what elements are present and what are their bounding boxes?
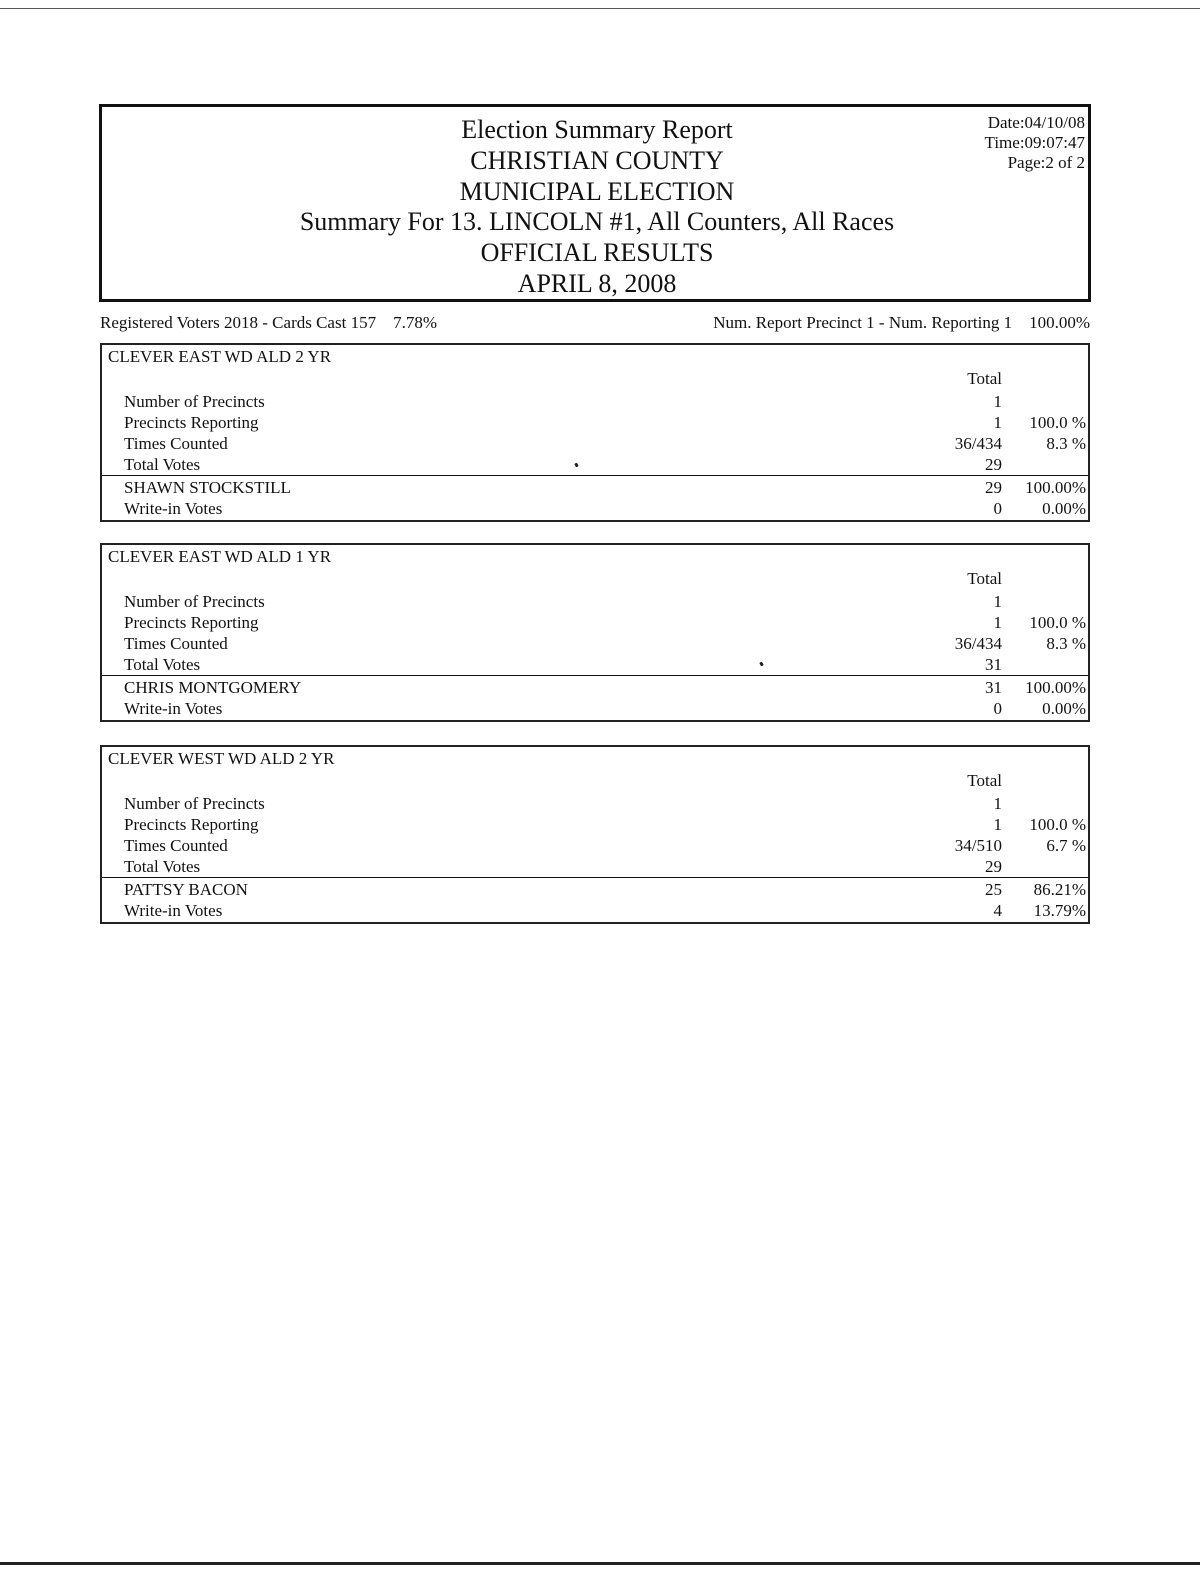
row-value: 29 [985, 478, 1002, 497]
race-row [102, 835, 1088, 856]
county-name: CHRISTIAN COUNTY [470, 145, 724, 175]
candidate-name: PATTSY BACON [124, 880, 248, 899]
write-in-row [102, 498, 1088, 519]
row-value: 31 [985, 655, 1002, 674]
report-date: Date:04/10/08 [987, 113, 1085, 132]
row-label: Times Counted [124, 836, 228, 855]
race-title: CLEVER EAST WD ALD 2 YR [108, 347, 332, 366]
race-row [102, 391, 1088, 412]
race-row [102, 454, 1088, 475]
row-value: 0 [993, 699, 1002, 718]
race-title: CLEVER EAST WD ALD 1 YR [108, 547, 332, 566]
row-label: Write-in Votes [124, 901, 223, 920]
row-label: Total Votes [124, 455, 201, 474]
report-title-block [102, 115, 1092, 300]
candidate-row [102, 477, 1088, 498]
row-label: Number of Precincts [124, 794, 265, 813]
race-row [102, 591, 1088, 612]
row-percent: 0.00% [1042, 499, 1086, 518]
race-row [102, 433, 1088, 454]
row-value: 29 [985, 455, 1002, 474]
row-percent: 100.0 % [1029, 815, 1086, 834]
race-title: CLEVER WEST WD ALD 2 YR [108, 749, 335, 768]
report-title: Election Summary Report [461, 115, 733, 144]
row-label: Times Counted [124, 634, 228, 653]
row-percent: 8.3 % [1046, 634, 1086, 653]
summary-scope: Summary For 13. LINCOLN #1, All Counters, All Races [299, 207, 895, 237]
row-value: 1 [993, 392, 1002, 411]
row-label: Precincts Reporting [124, 413, 259, 432]
row-label: Write-in Votes [124, 699, 223, 718]
row-value: 25 [985, 880, 1002, 899]
row-percent: 13.79% [1033, 901, 1086, 920]
row-value: 31 [985, 678, 1002, 697]
row-label: Precincts Reporting [124, 815, 259, 834]
row-percent: 100.0 % [1029, 613, 1086, 632]
total-column-header: Total [967, 369, 1002, 388]
race-row [102, 412, 1088, 433]
row-value: 1 [993, 413, 1002, 432]
row-percent: 100.0 % [1029, 413, 1086, 432]
row-divider [102, 475, 1088, 476]
candidate-name: SHAWN STOCKSTILL [124, 478, 291, 497]
write-in-row [102, 900, 1088, 921]
row-label: Times Counted [124, 434, 228, 453]
total-column-header: Total [967, 569, 1002, 588]
row-label: Write-in Votes [124, 499, 223, 518]
row-value: 34/510 [954, 836, 1002, 855]
report-page: Page:2 of 2 [1007, 153, 1085, 172]
candidate-row [102, 879, 1088, 900]
row-percent: 0.00% [1042, 699, 1086, 718]
race-block [100, 543, 1090, 722]
election-name: MUNICIPAL ELECTION [459, 176, 735, 206]
row-value: 4 [993, 901, 1002, 920]
race-block [100, 745, 1090, 924]
write-in-row [102, 698, 1088, 719]
row-label: Total Votes [124, 655, 201, 674]
row-percent: 6.7 % [1046, 836, 1086, 855]
row-value: 1 [993, 592, 1002, 611]
scan-edge-top [0, 8, 1200, 9]
candidate-row [102, 677, 1088, 698]
race-row [102, 654, 1088, 675]
row-value: 36/434 [954, 634, 1002, 653]
row-value: 0 [993, 499, 1002, 518]
row-percent: 8.3 % [1046, 434, 1086, 453]
row-divider [102, 675, 1088, 676]
row-value: 1 [993, 815, 1002, 834]
total-column-header: Total [967, 771, 1002, 790]
report-time: Time:09:07:47 [984, 133, 1085, 152]
row-value: 1 [993, 794, 1002, 813]
race-block [100, 343, 1090, 522]
race-row [102, 612, 1088, 633]
candidate-name: CHRIS MONTGOMERY [124, 678, 302, 697]
race-row [102, 856, 1088, 877]
row-percent: 86.21% [1033, 880, 1086, 899]
row-percent: 100.00% [1025, 478, 1086, 497]
race-row [102, 793, 1088, 814]
row-value: 36/434 [954, 434, 1002, 453]
registered-voters-summary: Registered Voters 2018 - Cards Cast 157 7.78% [100, 313, 437, 332]
row-label: Total Votes [124, 857, 201, 876]
row-value: 1 [993, 613, 1002, 632]
race-row [102, 633, 1088, 654]
results-status: OFFICIAL RESULTS [480, 238, 714, 268]
race-row [102, 814, 1088, 835]
scan-edge-bottom [0, 1562, 1200, 1565]
row-label: Precincts Reporting [124, 613, 259, 632]
row-label: Number of Precincts [124, 592, 265, 611]
row-value: 29 [985, 857, 1002, 876]
report-header [99, 104, 1091, 302]
precinct-reporting-summary: Num. Report Precinct 1 - Num. Reporting 1 100.00% [713, 313, 1090, 332]
report-meta [985, 113, 1085, 173]
row-label: Number of Precincts [124, 392, 265, 411]
election-date: APRIL 8, 2008 [517, 268, 677, 298]
row-percent: 100.00% [1025, 678, 1086, 697]
row-divider [102, 877, 1088, 878]
